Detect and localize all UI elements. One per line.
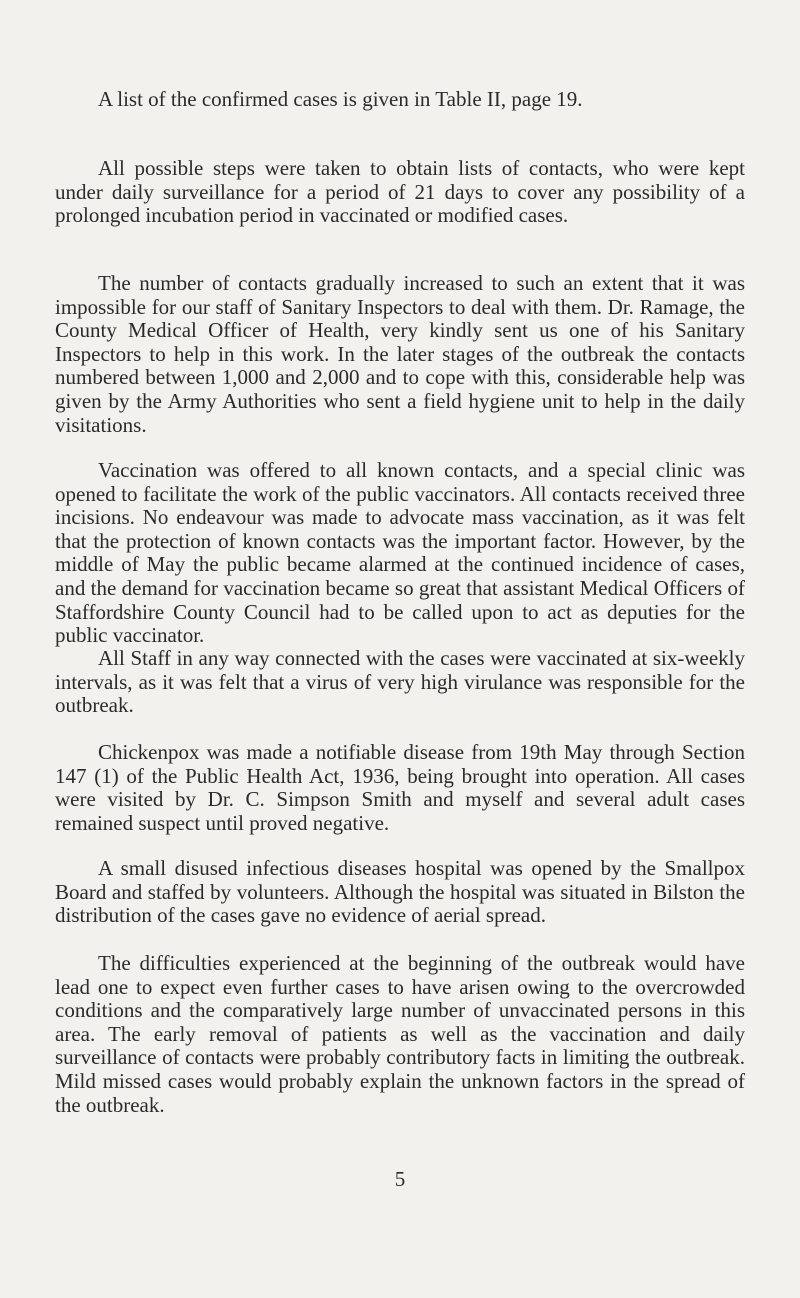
paragraph-vaccination: Vaccination was offered to all known contacts, and a special clinic was opened to facilitate the work of the public vaccinators. All contacts received three incisions. No endeavour was made to advocate mass vaccination, as it was felt that the protection of known contacts was the important factor. However, by the middle of May the public became alarmed at the continued incidence of cases, and the demand for vaccination became so great that assistant Medical Officers of Staffordshire County Council had to be called upon to act as deputies for the public vaccinator. (55, 458, 745, 648)
paragraph-confirmed-cases: A list of the confirmed cases is given in Table II, page 19. (98, 87, 583, 111)
paragraph-contacts-surveillance: All possible steps were taken to obtain lists of contacts, who were kept under daily surveillance for a period of 21 days to cover any possibility of a prolonged incubation period in vaccinated or modified cases. (55, 156, 745, 228)
paragraph-sanitary-inspectors: The number of contacts gradually increased to such an extent that it was impossible for our staff of Sanitary Inspectors to deal with them. Dr. Ramage, the County Medical Officer of Health, very kindly sent us one of his Sanitary Inspectors to help in this work. In the later stages of the outbreak the contacts numbered between 1,000 and 2,000 and to cope with this, considerable help was given by the Army Authorities who sent a field hygiene unit to help in the daily visitations. (55, 271, 745, 437)
paragraph-difficulties: The difficulties experienced at the beginning of the outbreak would have lead one to expect even further cases to have arisen owing to the overcrowded conditions and the comparatively large number of unvaccinated persons in this area. The early removal of patients as well as the vaccination and daily surveillance of contacts were probably contributory facts in limiting the outbreak. Mild missed cases would probably explain the unknown factors in the spread of the outbreak. (55, 951, 745, 1117)
paragraph-chickenpox: Chickenpox was made a notifiable disease from 19th May through Section 147 (1) of the Public Health Act, 1936, being brought into operation. All cases were visited by Dr. C. Simpson Smith and myself and several adult cases remained suspect until proved negative. (55, 740, 745, 835)
paragraph-staff-vaccinated: All Staff in any way connected with the cases were vaccinated at six-weekly intervals, as it was felt that a virus of very high virulance was responsible for the outbreak. (55, 646, 745, 718)
paragraph-hospital: A small disused infectious diseases hospital was opened by the Smallpox Board and staffed by volunteers. Although the hospital was situated in Bilston the distribution of the cases gave no evidence of aerial spread. (55, 856, 745, 928)
page-number: 5 (394, 1167, 406, 1191)
